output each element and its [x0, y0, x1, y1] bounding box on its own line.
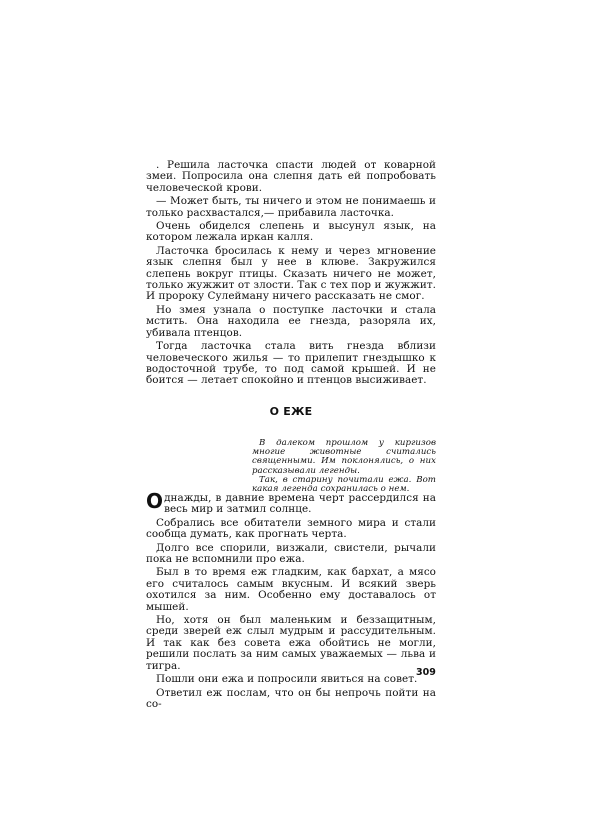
swallow-story-ending: [146, 160, 436, 389]
epigraph: [252, 439, 436, 494]
first-paragraph: [146, 489, 436, 516]
page-number: 309: [416, 667, 436, 678]
epigraph-paragraph: В далеком прошлом у киргизов многие животные считались священными. Им поклонялись, о них рассказывали легенды.: [252, 438, 436, 476]
epigraph-paragraph: Так, в старину почитали ежа. Вот какая легенда сохранилась о нем.: [252, 474, 436, 495]
paragraph: Но, хотя он был маленьким и беззащитным, среди зверей еж слыл мудрым и рассудительным. И так как без совета ежа обойтись не могли, решили послать за ним самых уважаемых — льва и тигра.: [146, 614, 436, 672]
drop-cap: О: [146, 489, 164, 513]
first-paragraph-text: днажды, в давние времена черт рассердился на весь мир и затмил солнце.: [164, 492, 436, 516]
paragraph: Очень обиделся слепень и высунул язык, на котором лежала иркан калля.: [146, 220, 436, 244]
hedgehog-story: [146, 489, 436, 712]
paragraph: . Решила ласточка спасти людей от коварной змеи. Попросила она слепня дать ей попробовать человеческой крови.: [146, 159, 436, 194]
paragraph: Был в то время еж гладким, как бархат, а мясо его считалось самым вкусным. И всякий зверь охотился за ним. Особенно ему доставалось от мышей.: [146, 566, 436, 613]
paragraph: — Может быть, ты ничего и этом не понимаешь и только расхвастался,— прибавила ласточка.: [146, 195, 436, 219]
paragraph: Но змея узнала о поступке ласточки и стала мстить. Она находила ее гнезда, разоряла их, убивала птенцов.: [146, 303, 436, 339]
paragraph: Ласточка бросилась к нему и через мгновение язык слепня был у нее в клюве. Закружился слепень вокруг птицы. Сказать ничего не может, только жужжит от злости. Так с тех пор и жужжит. И пророку Сулейману ничего рассказать не смог.: [146, 244, 436, 303]
paragraph: Долго все спорили, визжали, свистели, рычали пока не вспомнили про ежа.: [146, 541, 436, 566]
paragraph: Тогда ласточка стала вить гнезда вблизи человеческого жилья — то прилепит гнездышко к водосточной трубе, то под самой крышей. И не боится — летает спокойно и птенцов высиживает.: [146, 340, 436, 387]
paragraph: Ответил еж послам, что он бы непрочь пойти на со-: [146, 686, 436, 710]
paragraph: Пошли они ежа и попросили явиться на совет.: [156, 673, 418, 686]
story-title: О ЕЖЕ: [269, 405, 313, 418]
paragraph: Собрались все обитатели земного мира и стали сообща думать, как прогнать черта.: [146, 516, 436, 541]
